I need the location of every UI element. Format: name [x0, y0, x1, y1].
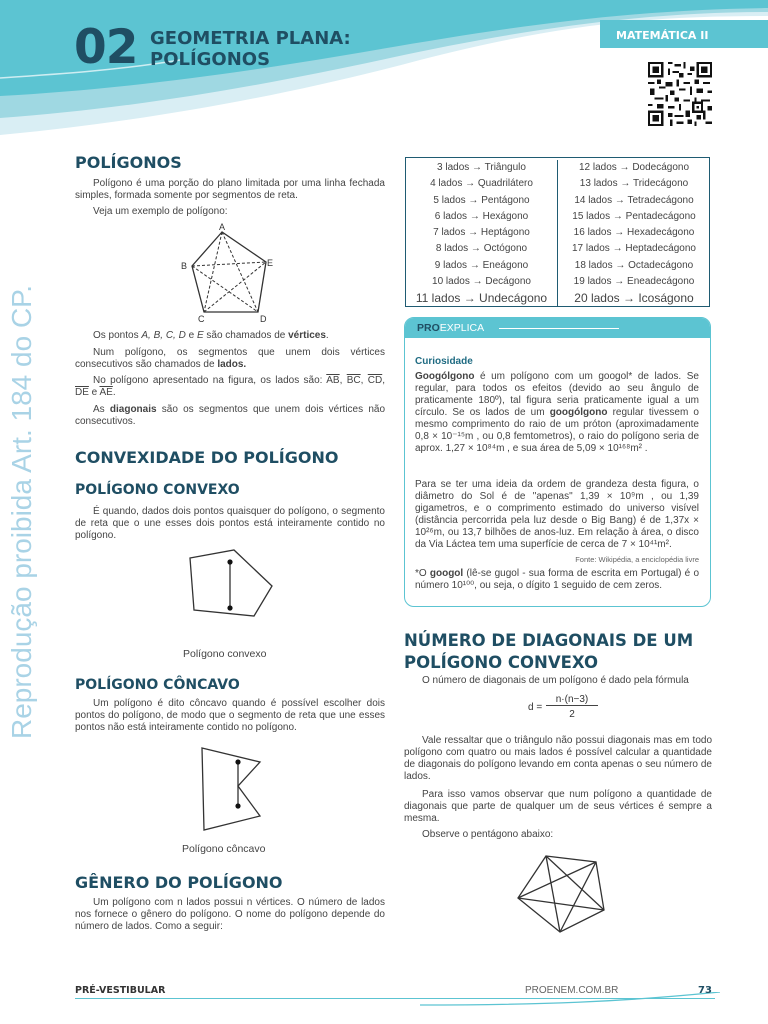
proexplica-header-rule — [499, 328, 619, 329]
subsection-title-convexo: POLÍGONO CONVEXO — [75, 482, 240, 498]
paragraph-vertex-diagonals: Para isso vamos observar que num polígono a quantidade de diagonais que parte de qualquer um de seus vértices é sempre a mesma. — [404, 789, 712, 824]
label-a: A — [219, 222, 226, 232]
table-row: 12 lados → Dodecágono — [578, 162, 690, 173]
chapter-title-line2: POLÍGONOS — [150, 49, 271, 70]
formula-lhs: d = — [528, 702, 543, 713]
caption-convexo: Polígono convexo — [183, 648, 267, 660]
subsection-title-concavo: POLÍGONO CÔNCAVO — [75, 677, 240, 693]
table-row: 15 lados → Pentadecágono — [572, 210, 696, 222]
proexplica-paragraph-grandeza: Para se ter uma ideia da ordem de grandeza desta figura, o diâmetro do Sol é de "apenas" 1,39 × 10⁹m , ou 1,39 gigametros, e o comprimento estimado do universo visível (distância percorrida pela luz desde o Big Bang) é de 1,37x × 10²⁶m, ou 13,7 bilhões de anos-luz. Em relação à área, o disco da Via Láctea tem uma superfície de cerca de 7 × 10⁴¹m². — [415, 479, 699, 550]
table-column-left — [406, 160, 558, 306]
section-title-convexidade: CONVEXIDADE DO POLÍGONO — [75, 448, 339, 467]
label-d: D — [260, 314, 267, 324]
section-title-diagonais-line2: POLÍGONO CONVEXO — [404, 653, 599, 672]
paragraph-formula-intro: O número de diagonais de um polígono é dado pela fórmula — [422, 675, 689, 686]
section-title-diagonais-line1: NÚMERO DE DIAGONAIS DE UM — [404, 631, 694, 650]
paragraph-diagonals: As diagonais são os segmentos que unem dois vértices não consecutivos. — [75, 404, 386, 427]
proexplica-paragraph-googol: *O googol (lê-se gugol - sua forma de escrita em Portugal) é o número 10¹⁰⁰, ou seja, o dígito 1 seguido de cem zeros. — [415, 568, 700, 591]
table-row: 11 lados → Undecágono — [415, 291, 548, 306]
label-c: C — [198, 314, 205, 324]
section-title-diagonais — [404, 630, 714, 674]
paragraph-concavo: Um polígono é dito côncavo quando é possível escolher dois pontos do polígono, de modo que o segmento de reta que une esses pontos não está inteiramente contido no polígono. — [75, 698, 385, 733]
label-e: E — [267, 258, 274, 268]
footer-label: PRÉ-VESTIBULAR — [75, 985, 166, 996]
curiosidade-label: Curiosidade — [415, 356, 473, 367]
watermark — [6, 258, 38, 766]
formula-numerator: n·(n−3) — [546, 694, 598, 706]
proexplica-header — [405, 318, 710, 338]
table-row: 18 lados → Octadecágono — [574, 259, 694, 271]
table-row: 3 lados → Triângulo — [437, 162, 526, 173]
polygon-names-table — [405, 157, 710, 307]
table-column-right — [558, 160, 710, 307]
watermark-text: Reprodução proibida Art. 184 do CP. — [6, 284, 37, 740]
convex-polygon-figure — [184, 548, 276, 620]
diagonal-ce — [204, 262, 266, 312]
chapter-title-line1: GEOMETRIA PLANA: — [150, 28, 351, 49]
table-row: 7 lados → Heptágono — [433, 227, 530, 239]
pentagon-sides — [192, 232, 266, 312]
proexplica-paragraph-googolgono: Googólgono é um polígono com um googol* de lados. Se regular, para todos os efeitos (devido ao seu ângulo de praticamente 180º), tal figura seria praticamente igual a um círculo. Se os lados de um googólgono regular tivessem o mesmo comprimento do raio de um próton (aproximadamente 0,8 × 10⁻¹⁵m , ou 0,8 femtometros), o raio do polígono seria de aprox. 1,27 × 10⁸⁴m , e sua área de 5,09 × 10¹⁶⁸m² . — [415, 371, 699, 454]
table-row: 8 lados → Octógono — [435, 243, 528, 255]
table-row: 20 lados → Icoságono — [574, 291, 694, 306]
paragraph-genero: Um polígono com n lados possui n vértices. O número de lados nos fornece o gênero do polígono. O nome do polígono depende do número de lados. Como a seguir: — [75, 897, 385, 932]
paragraph-convexo: É quando, dados dois pontos quaisquer do polígono, o segmento de reta que o une esses dois pontos está inteiramente contido no polígono. — [75, 506, 385, 541]
caption-concavo: Polígono côncavo — [182, 843, 266, 855]
table-row: 16 lados → Hexadecágono — [573, 227, 695, 239]
paragraph-sides-list: No polígono apresentado na figura, os lados são: $\overline{AB}$, $\overline{BC}$, $\overline{CD}$, $\overline{DE}$ e $\overline{AE}$. — [75, 375, 385, 398]
proexplica-label: PROEXPLICA — [417, 322, 485, 334]
table-row: 19 lados → Eneadecágono — [573, 276, 695, 288]
table-row: 6 lados → Hexágono — [434, 210, 529, 222]
paragraph-sides: Num polígono, os segmentos que unem dois vértices consecutivos são chamados de lados. — [75, 347, 385, 370]
label-b: B — [181, 261, 188, 271]
section-title-genero: GÊNERO DO POLÍGONO — [75, 873, 283, 892]
paragraph-definition: Polígono é uma porção do plano limitada por uma linha fechada simples, formada somente por segmentos de reta. — [75, 178, 385, 201]
proexplica-source: Fonte: Wikipédia, a enciclopédia livre — [575, 555, 699, 564]
table-row: 14 lados → Tetradecágono — [574, 194, 694, 206]
qr-code-icon[interactable] — [648, 62, 712, 126]
table-row: 10 lados → Decágono — [432, 276, 531, 288]
table-row: 13 lados → Tridecágono — [579, 178, 689, 190]
paragraph-vertices: Os pontos A, B, C, D e E são chamados de vértices. — [93, 330, 329, 341]
table-row: 5 lados → Pentágono — [433, 194, 530, 206]
chapter-number: 02 — [74, 20, 138, 75]
paragraph-example-intro: Veja um exemplo de polígono: — [93, 206, 228, 217]
table-row: 4 lados → Quadrilátero — [430, 178, 533, 190]
formula-denominator: 2 — [569, 709, 575, 720]
footer-website-link[interactable]: PROENEM.COM.BR — [525, 985, 619, 996]
table-row: 9 lados → Eneágono — [434, 259, 529, 271]
diagonal-formula — [528, 694, 618, 724]
concave-polygon-figure — [198, 744, 264, 834]
section-title-poligonos: POLÍGONOS — [75, 153, 182, 172]
paragraph-observe-pentagon: Observe o pentágono abaixo: — [422, 829, 554, 840]
table-row: 17 lados → Heptadecágono — [572, 243, 696, 255]
chapter-title — [150, 28, 351, 70]
diagonal-ac — [204, 232, 222, 312]
paragraph-triangle-note: Vale ressaltar que o triângulo não possui diagonais mas em todo polígono com quatro ou mais lados é possível calcular a quantidade de diagonais do polígono levando em conta apenas o seu número de lados. — [404, 735, 712, 782]
subject-label: MATEMÁTICA II — [616, 29, 709, 42]
pentagon-figure — [176, 220, 278, 324]
pentagon-diagonals-figure — [512, 852, 608, 936]
diagonal-be — [192, 262, 266, 266]
page-number: 73 — [698, 985, 712, 996]
